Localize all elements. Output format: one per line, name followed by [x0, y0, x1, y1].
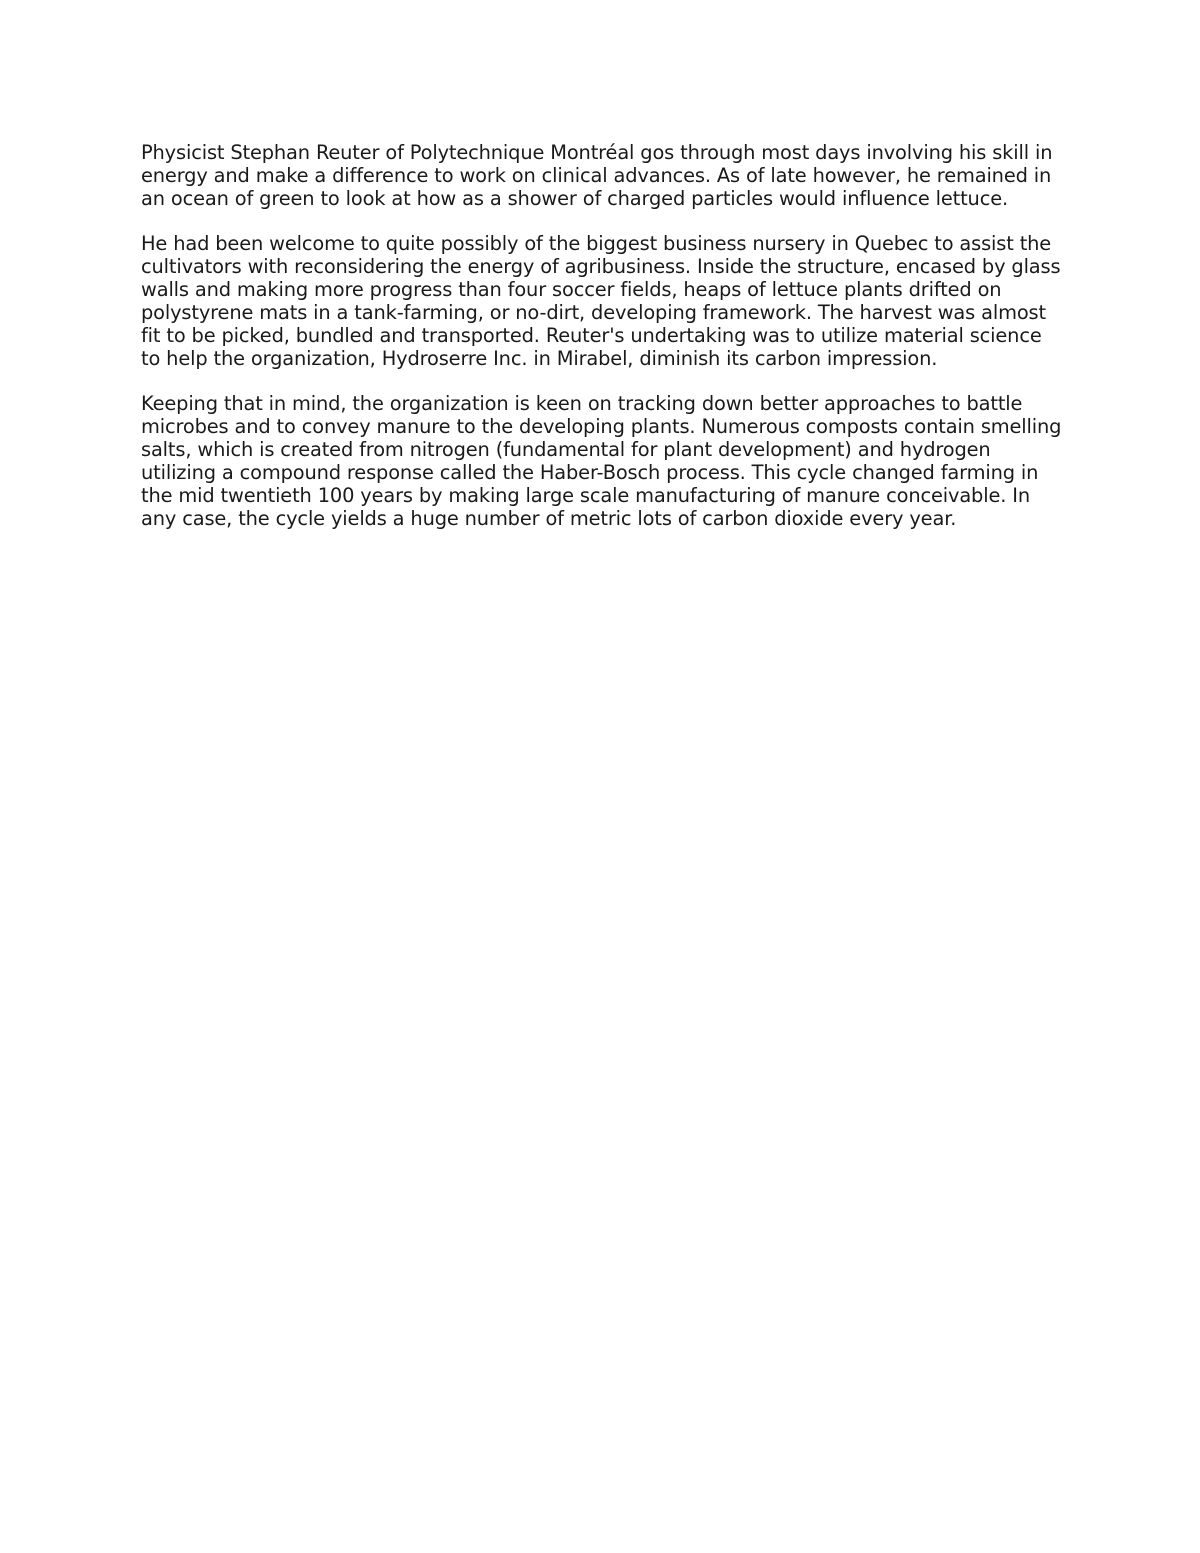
- paragraph-2: He had been welcome to quite possibly of the biggest business nursery in Quebec to assist the cultivators with reconsidering the energy of agribusiness. Inside the structure, encased by glass walls and making more progress than four soccer fields, heaps of lettuce plants drifted on polystyrene mats in a tank-farming, or no-dirt, developing framework. The harvest was almost fit to be picked, bundled and transported. Reuter's undertaking was to utilize material science to help the organization, Hydroserre Inc. in Mirabel, diminish its carbon impression.: [141, 232, 1061, 370]
- paragraph-1: Physicist Stephan Reuter of Polytechnique Montréal gos through most days involving his skill in energy and make a difference to work on clinical advances. As of late however, he remained in an ocean of green to look at how as a shower of charged particles would influence lettuce.: [141, 141, 1053, 210]
- document-body: [141, 141, 1063, 552]
- paragraph-3: Keeping that in mind, the organization is keen on tracking down better approaches to battle microbes and to convey manure to the developing plants. Numerous composts contain smelling salts, which is created from nitrogen (fundamental for plant development) and hydrogen utilizing a compound response called the Haber-Bosch process. This cycle changed farming in the mid twentieth 100 years by making large scale manufacturing of manure conceivable. In any case, the cycle yields a huge number of metric lots of carbon dioxide every year.: [141, 392, 1062, 530]
